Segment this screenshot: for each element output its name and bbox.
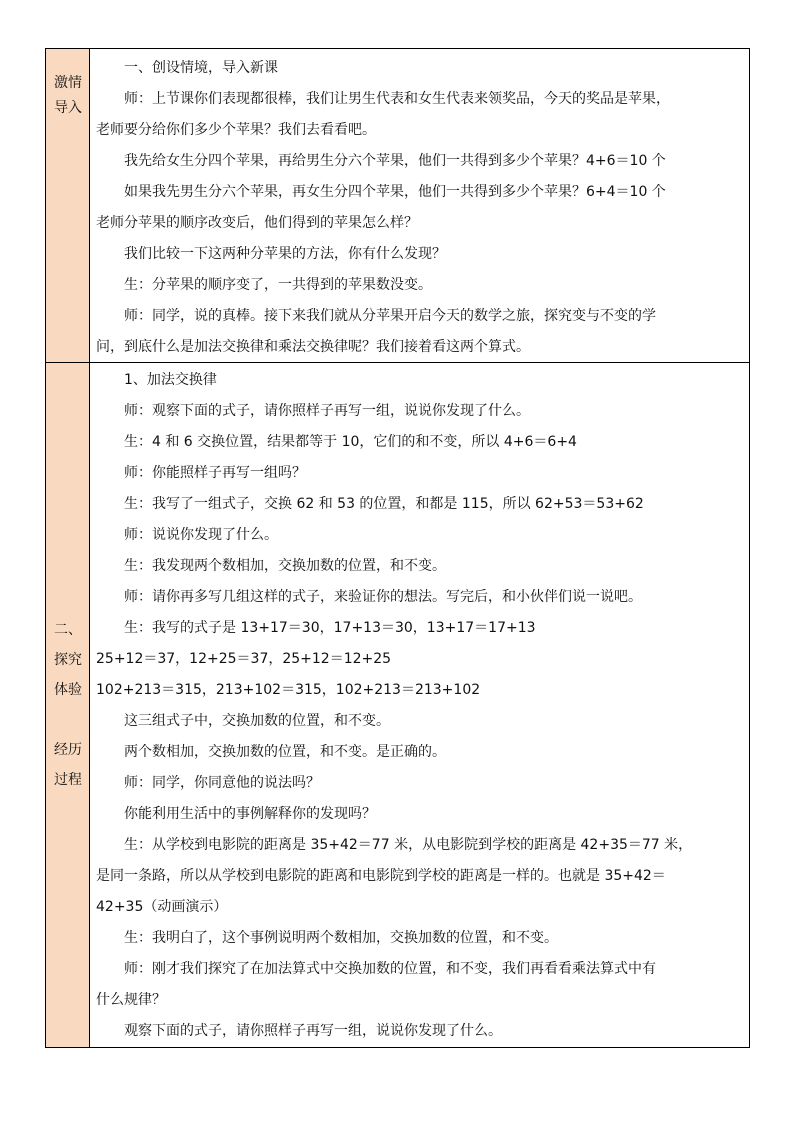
text-line: 是同一条路，所以从学校到电影院的距离和电影院到学校的距离是一样的。也就是 35+42＝ (96, 868, 666, 884)
label-line: 导入 (54, 100, 82, 116)
text-line: 1、加法交换律 (124, 372, 217, 388)
text-line: 如果我先男生分六个苹果，再女生分四个苹果，他们一共得到多少个苹果？6+4＝10 个 (124, 184, 666, 200)
text-line: 师：上节课你们表现都很棒，我们让男生代表和女生代表来领奖品，今天的奖品是苹果， (124, 91, 670, 107)
text-line: 师：请你再多写几组这样的式子，来验证你的想法。写完后，和小伙伴们说一说吧。 (124, 589, 642, 605)
text-line: 问，到底什么是加法交换律和乘法交换律呢？我们接着看这两个算式。 (96, 339, 530, 355)
section-label-intro (46, 71, 90, 121)
explore-content (90, 365, 749, 1047)
text-line: 生：4 和 6 交换位置，结果都等于 10，它们的和不变，所以 4+6＝6+4 (124, 434, 577, 450)
text-line: 师：观察下面的式子，请你照样子再写一组，说说你发现了什么。 (124, 403, 530, 419)
label-line: 过程 (54, 772, 82, 788)
text-line: 生：我写了一组式子，交换 62 和 53 的位置，和都是 115，所以 62+53＝53+62 (124, 496, 644, 512)
text-line: 生：我明白了，这个事例说明两个数相加，交换加数的位置，和不变。 (124, 930, 558, 946)
text-line: 两个数相加，交换加数的位置，和不变。是正确的。 (124, 744, 446, 760)
text-line: 什么规律？ (96, 992, 166, 1008)
text-line: 生：分苹果的顺序变了，一共得到的苹果数没变。 (124, 277, 432, 293)
label-line: 探究 (54, 652, 82, 668)
text-line: 观察下面的式子，请你照样子再写一组，说说你发现了什么。 (124, 1023, 502, 1039)
section-label-explore (46, 615, 90, 795)
text-line: 老师要分给你们多少个苹果？我们去看看吧。 (96, 122, 376, 138)
label-line: 经历 (54, 742, 82, 758)
text-line: 25+12＝37，12+25＝37，25+12＝12+25 (96, 651, 392, 667)
label-line: 体验 (54, 682, 82, 698)
text-line: 师：说说你发现了什么。 (124, 527, 278, 543)
text-line: 我们比较一下这两种分苹果的方法，你有什么发现？ (124, 246, 446, 262)
text-line: 你能利用生活中的事例解释你的发现吗？ (124, 806, 376, 822)
text-line: 一、创设情境，导入新课 (124, 60, 278, 76)
text-line: 生：我写的式子是 13+17＝30，17+13＝30，13+17＝17+13 (124, 620, 536, 636)
text-line: 我先给女生分四个苹果，再给男生分六个苹果，他们一共得到多少个苹果？4+6＝10 个 (124, 153, 666, 169)
label-line: 二、 (54, 622, 82, 638)
intro-content (90, 53, 749, 363)
lesson-table (45, 48, 750, 1048)
label-line (46, 705, 90, 735)
label-line: 激情 (54, 75, 82, 91)
text-line: 师：同学，你同意他的说法吗？ (124, 775, 320, 791)
text-line: 师：你能照样子再写一组吗？ (124, 465, 306, 481)
text-line: 这三组式子中，交换加数的位置，和不变。 (124, 713, 390, 729)
text-line: 42+35（动画演示） (96, 899, 228, 915)
text-line: 生：从学校到电影院的距离是 35+42＝77 米，从电影院到学校的距离是 42+35＝77 米， (124, 837, 693, 853)
text-line: 生：我发现两个数相加，交换加数的位置，和不变。 (124, 558, 446, 574)
row-divider (46, 362, 749, 363)
text-line: 老师分苹果的顺序改变后，他们得到的苹果怎么样？ (96, 215, 418, 231)
text-line: 102+213＝315，213+102＝315，102+213＝213+102 (96, 682, 481, 698)
text-line: 师：刚才我们探究了在加法算式中交换加数的位置，和不变，我们再看看乘法算式中有 (124, 961, 656, 977)
section-label-column (46, 49, 90, 1047)
text-line: 师：同学，说的真棒。接下来我们就从分苹果开启今天的数学之旅，探究变与不变的学 (124, 308, 656, 324)
